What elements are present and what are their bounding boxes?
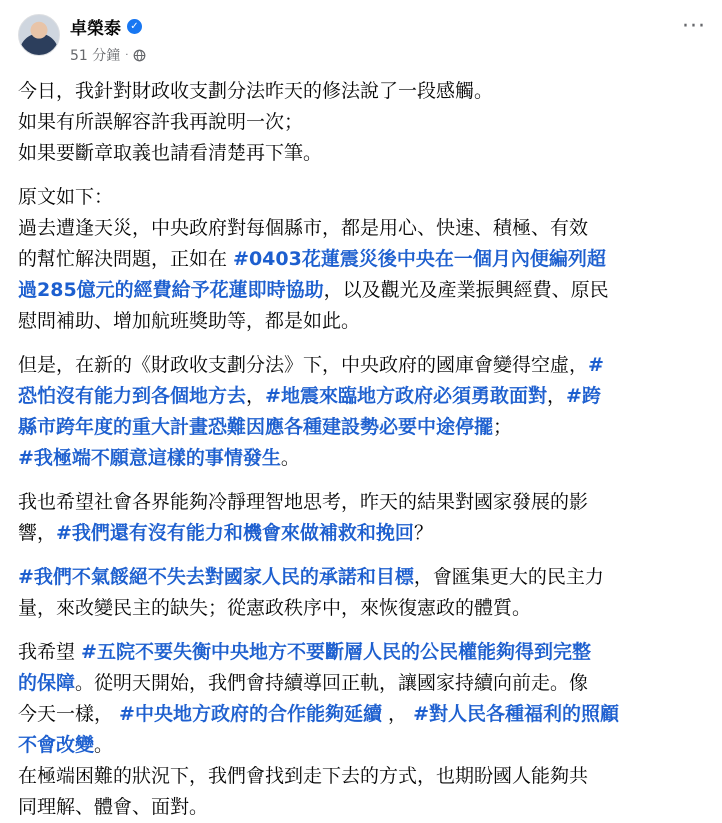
text-line <box>18 593 704 624</box>
text-segment: ； <box>493 416 513 438</box>
text-segment: ，以及觀光及產業振興經費、原民 <box>323 279 609 301</box>
text-segment: 如果有所誤解容許我再說明一次； <box>18 111 304 133</box>
text-line <box>18 381 704 412</box>
verified-badge-icon: ✓ <box>127 19 142 34</box>
hashtag-link[interactable]: #我們不氣餒絕不失去對國家人民的承諾和目標 <box>18 566 414 588</box>
hashtag-link[interactable]: # <box>588 354 604 376</box>
text-line <box>18 275 704 306</box>
text-segment: 響， <box>18 522 57 544</box>
text-segment: 我希望 <box>18 641 82 663</box>
hashtag-link[interactable]: #五院不要失衡中央地方不要斷層人民的公民權能夠得到完整 <box>81 641 591 663</box>
hashtag-link[interactable]: #0403花蓮震災後中央在一個月內便編列超 <box>233 248 606 270</box>
globe-icon[interactable] <box>133 49 146 62</box>
post-paragraph <box>18 350 704 474</box>
post-paragraph <box>18 76 704 169</box>
text-line <box>18 637 704 668</box>
hashtag-link[interactable]: 縣市跨年度的重大計畫恐難因應各種建設勢必要中途停擺 <box>18 416 494 438</box>
text-line <box>18 138 704 169</box>
author-name[interactable]: 卓榮泰 <box>70 19 121 39</box>
text-line <box>18 350 704 381</box>
author-meta <box>70 12 704 65</box>
text-segment: 今日，我針對財政收支劃分法昨天的修法說了一段感觸。 <box>18 80 494 102</box>
text-line <box>18 244 704 275</box>
text-line <box>18 412 704 443</box>
text-line <box>18 761 704 792</box>
more-options-icon[interactable]: ··· <box>682 14 706 39</box>
text-segment: ， <box>381 703 414 725</box>
post-body <box>18 76 704 823</box>
hashtag-link[interactable]: 的保障 <box>18 672 76 694</box>
hashtag-link[interactable]: 過285億元的經費給予花蓮即時協助 <box>18 279 324 301</box>
text-segment: 同理解、體會、面對。 <box>18 796 209 818</box>
text-segment: ？ <box>413 522 433 544</box>
hashtag-link[interactable]: #地震來臨地方政府必須勇敢面對 <box>265 385 547 407</box>
text-segment: ， <box>546 385 566 407</box>
text-segment: 慰問補助、增加航班獎助等，都是如此。 <box>18 310 361 332</box>
hashtag-link[interactable]: #跨 <box>565 385 601 407</box>
text-segment: 原文如下： <box>18 186 114 208</box>
text-line <box>18 443 704 474</box>
post-paragraph <box>18 182 704 337</box>
text-line <box>18 213 704 244</box>
text-segment: 過去遭逢天災，中央政府對每個縣市，都是用心、快速、積極、有效 <box>18 217 589 239</box>
text-line <box>18 107 704 138</box>
author-avatar[interactable] <box>18 14 60 56</box>
text-line <box>18 518 704 549</box>
text-segment: 。 <box>280 447 300 469</box>
text-segment: 量，來改變民主的缺失；從憲政秩序中，來恢復憲政的體質。 <box>18 597 532 619</box>
post-paragraph <box>18 487 704 549</box>
hashtag-link[interactable]: #我極端不願意這樣的事情發生 <box>18 447 281 469</box>
text-segment: 。 <box>94 734 114 756</box>
text-line <box>18 306 704 337</box>
post-paragraph <box>18 637 704 823</box>
text-segment: 。從明天開始，我們會持續導回正軌，讓國家持續向前走。像 <box>75 672 589 694</box>
text-line <box>18 699 704 730</box>
name-row <box>70 14 704 39</box>
text-segment: 的幫忙解決問題，正如在 <box>18 248 234 270</box>
text-segment: 但是，在新的《財政收支劃分法》下，中央政府的國庫會變得空虛， <box>18 354 589 376</box>
post-meta-row <box>70 45 704 65</box>
text-segment: ，會匯集更大的民主力 <box>413 566 604 588</box>
text-segment: 如果要斷章取義也請看清楚再下筆。 <box>18 142 323 164</box>
text-line <box>18 792 704 823</box>
text-segment: 今天一樣， <box>18 703 120 725</box>
text-line <box>18 487 704 518</box>
text-segment: ， <box>246 385 266 407</box>
text-line <box>18 182 704 213</box>
hashtag-link[interactable]: #對人民各種福利的照顧 <box>413 703 619 725</box>
text-line <box>18 730 704 761</box>
post-header <box>18 12 704 68</box>
hashtag-link[interactable]: #我們還有沒有能力和機會來做補救和挽回 <box>56 522 414 544</box>
post-paragraph <box>18 562 704 624</box>
hashtag-link[interactable]: 恐怕沒有能力到各個地方去 <box>18 385 247 407</box>
text-line <box>18 76 704 107</box>
hashtag-link[interactable]: 不會改變 <box>18 734 95 756</box>
text-segment: 在極端困難的狀況下，我們會找到走下去的方式，也期盼國人能夠共 <box>18 765 589 787</box>
text-segment: 我也希望社會各界能夠冷靜理智地思考，昨天的結果對國家發展的影 <box>18 491 589 513</box>
text-line <box>18 562 704 593</box>
text-line <box>18 668 704 699</box>
post-timestamp[interactable]: 51 分鐘 <box>70 48 121 64</box>
meta-separator: · <box>125 49 129 61</box>
hashtag-link[interactable]: #中央地方政府的合作能夠延續 <box>119 703 382 725</box>
